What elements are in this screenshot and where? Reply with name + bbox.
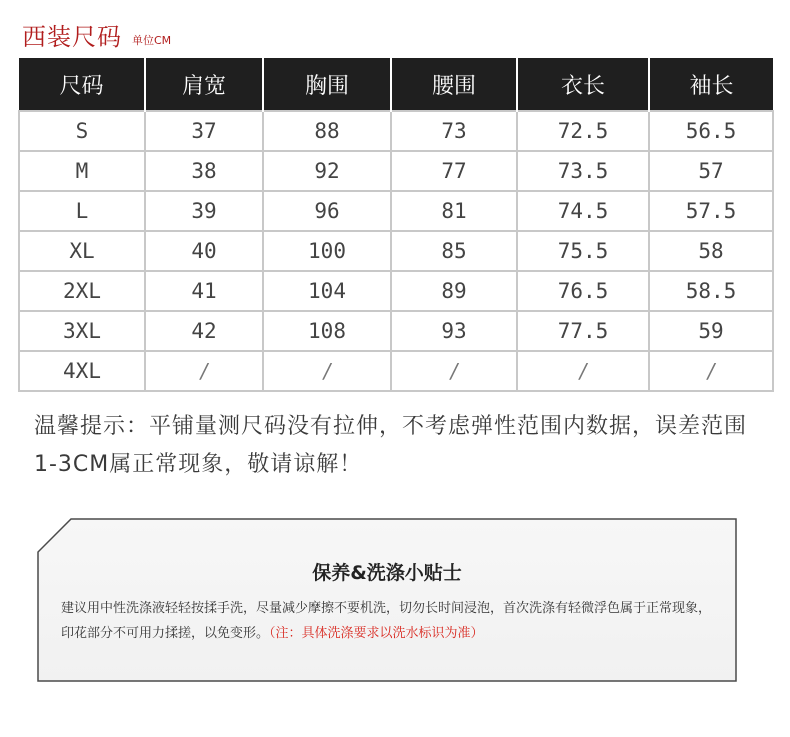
care-instructions [61, 596, 721, 646]
cell-chest: 96 [263, 191, 391, 231]
cell-sleeve: 58.5 [649, 271, 773, 311]
table-row [19, 111, 773, 151]
table-row [19, 191, 773, 231]
cell-length: / [517, 351, 649, 391]
header-chest: 胸围 [263, 58, 391, 111]
header-sleeve: 袖长 [649, 58, 773, 111]
header-shoulder: 肩宽 [145, 58, 263, 111]
care-note: （注：具体洗涤要求以洗水标识为准） [269, 626, 484, 641]
title-main: 西装尺码 [22, 23, 122, 51]
cell-shoulder: 37 [145, 111, 263, 151]
cell-shoulder: 38 [145, 151, 263, 191]
table-row [19, 351, 773, 391]
cell-length: 74.5 [517, 191, 649, 231]
cell-waist: 81 [391, 191, 517, 231]
cell-chest: 88 [263, 111, 391, 151]
cell-chest: 92 [263, 151, 391, 191]
cell-sleeve: 57 [649, 151, 773, 191]
header-size: 尺码 [19, 58, 145, 111]
cell-shoulder: 39 [145, 191, 263, 231]
table-row [19, 231, 773, 271]
cell-waist: 77 [391, 151, 517, 191]
table-row [19, 311, 773, 351]
size-table [18, 58, 774, 392]
table-row [19, 151, 773, 191]
table-row [19, 271, 773, 311]
cell-chest: / [263, 351, 391, 391]
cell-size: XL [19, 231, 145, 271]
cell-length: 73.5 [517, 151, 649, 191]
cell-length: 72.5 [517, 111, 649, 151]
cell-size: S [19, 111, 145, 151]
cell-sleeve: 59 [649, 311, 773, 351]
cell-sleeve: 56.5 [649, 111, 773, 151]
care-card [37, 518, 737, 682]
care-body-text: 建议用中性洗涤液轻轻按揉手洗，尽量减少摩擦不要机洗，切勿长时间浸泡，首次洗涤有轻微浮色属于正常现象，印花部分不可用力揉搓，以免变形。 [61, 601, 712, 641]
cell-size: 4XL [19, 351, 145, 391]
cell-sleeve: 57.5 [649, 191, 773, 231]
cell-waist: / [391, 351, 517, 391]
cell-waist: 73 [391, 111, 517, 151]
cell-length: 75.5 [517, 231, 649, 271]
header-waist: 腰围 [391, 58, 517, 111]
cell-waist: 93 [391, 311, 517, 351]
cell-size: 2XL [19, 271, 145, 311]
care-title: 保养&洗涤小贴士 [312, 562, 462, 584]
cell-sleeve: / [649, 351, 773, 391]
cell-shoulder: 41 [145, 271, 263, 311]
cell-size: L [19, 191, 145, 231]
cell-size: M [19, 151, 145, 191]
cell-size: 3XL [19, 311, 145, 351]
cell-sleeve: 58 [649, 231, 773, 271]
cell-chest: 104 [263, 271, 391, 311]
cell-waist: 89 [391, 271, 517, 311]
page-title [22, 22, 171, 52]
measurement-tip: 温馨提示：平铺量测尺码没有拉伸，不考虑弹性范围内数据，误差范围1-3CM属正常现象，敬请谅解！ [34, 414, 748, 477]
cell-shoulder: 42 [145, 311, 263, 351]
cell-chest: 100 [263, 231, 391, 271]
unit-label: 单位CM [132, 34, 172, 47]
cell-shoulder: 40 [145, 231, 263, 271]
cell-waist: 85 [391, 231, 517, 271]
cell-chest: 108 [263, 311, 391, 351]
table-header-row [19, 58, 773, 111]
cell-length: 77.5 [517, 311, 649, 351]
header-length: 衣长 [517, 58, 649, 111]
cell-length: 76.5 [517, 271, 649, 311]
cell-shoulder: / [145, 351, 263, 391]
